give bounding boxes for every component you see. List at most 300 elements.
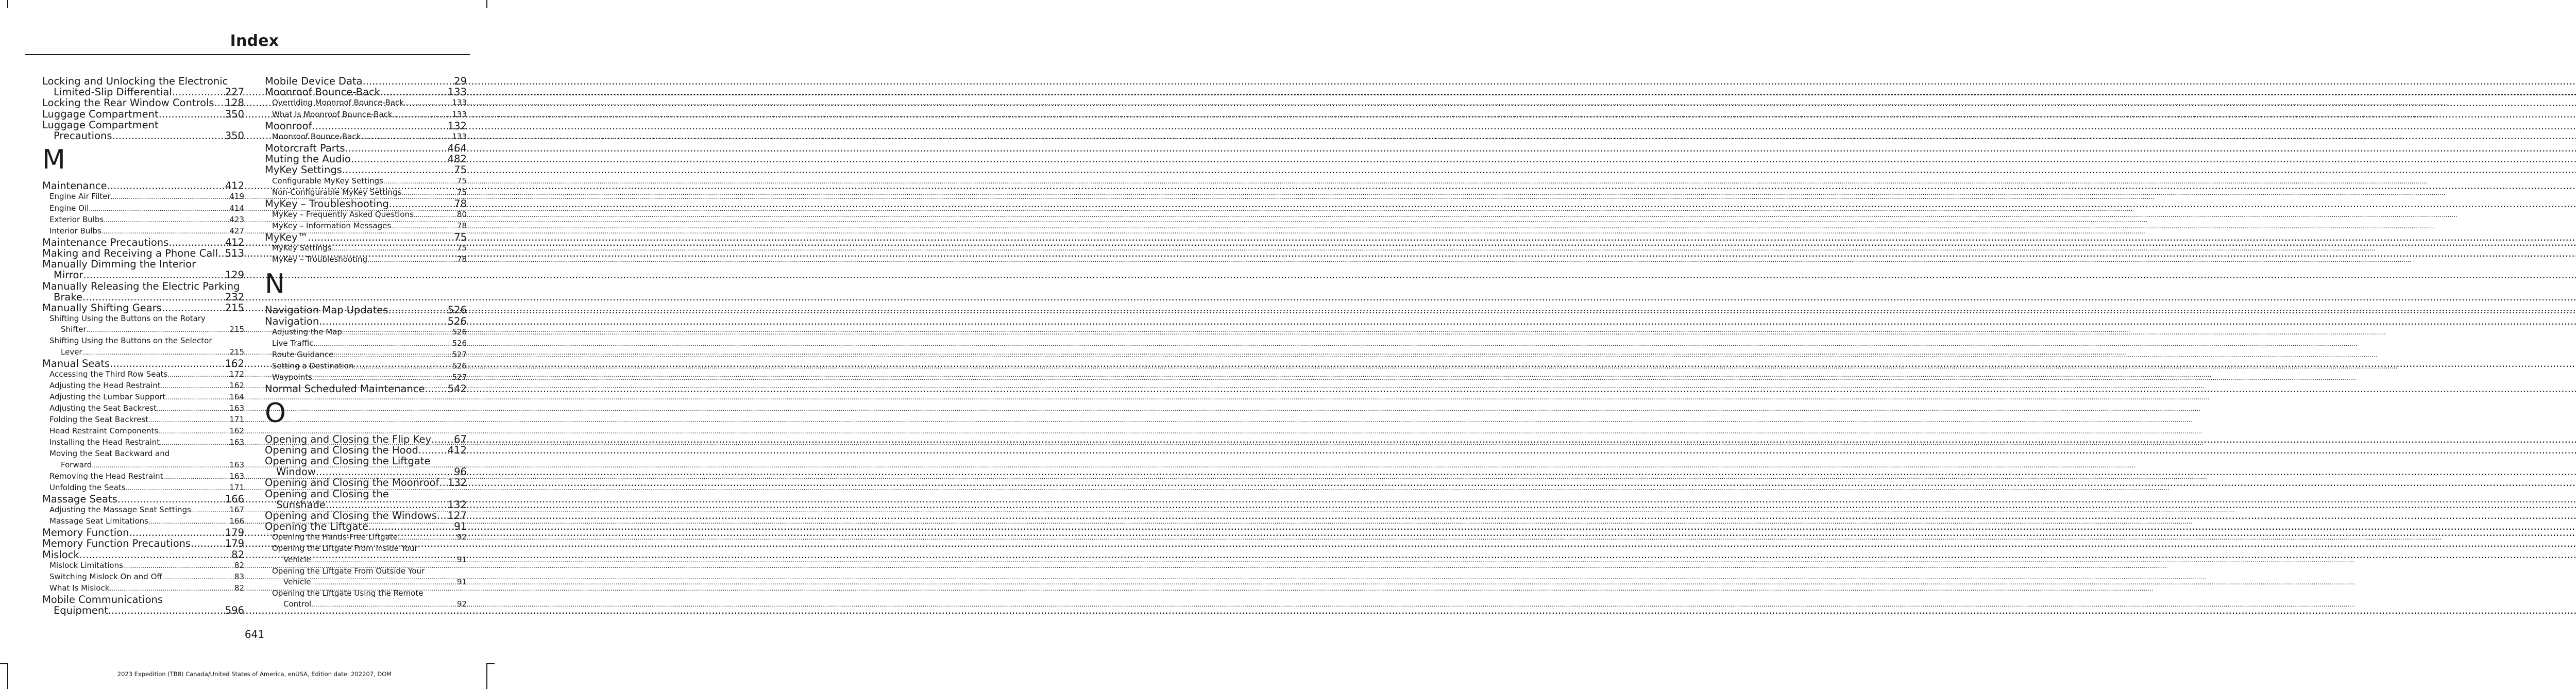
entry-label: Opening the Liftgate xyxy=(265,520,369,533)
leader-dots xyxy=(129,527,225,538)
page-reference[interactable]: 91 xyxy=(454,520,467,533)
page-reference[interactable]: 464 xyxy=(447,142,467,154)
index-subentry[interactable] xyxy=(265,588,467,610)
index-subentry[interactable] xyxy=(42,505,244,516)
index-entry[interactable] xyxy=(42,594,244,616)
index-subentry[interactable] xyxy=(265,532,467,543)
entry-label: Head Restraint Components xyxy=(49,426,159,436)
page-reference[interactable]: 82 xyxy=(234,583,244,593)
leader-dots xyxy=(167,369,229,380)
page-reference[interactable]: 132 xyxy=(447,477,467,489)
leader-dots xyxy=(104,214,229,226)
index-entry[interactable] xyxy=(42,538,244,549)
index-subentry[interactable] xyxy=(42,203,244,214)
index-subentry[interactable] xyxy=(265,187,467,198)
leader-dots xyxy=(311,599,457,610)
index-entry[interactable] xyxy=(265,143,467,154)
entry-label: Setting a Destination xyxy=(272,361,354,371)
page-reference[interactable]: 162 xyxy=(229,380,244,390)
index-subentry[interactable] xyxy=(42,335,244,358)
entry-label: Shifting Using the Buttons on the Selector xyxy=(49,336,212,346)
page-reference[interactable]: 96 xyxy=(454,466,467,478)
leader-dots xyxy=(383,176,457,187)
entry-label: Mislock Limitations xyxy=(49,560,123,570)
entry-label: Maintenance Precautions xyxy=(42,236,169,248)
leader-dots xyxy=(101,226,230,237)
page-reference[interactable]: 82 xyxy=(231,548,244,561)
leader-dots xyxy=(168,237,225,248)
page-reference[interactable]: 179 xyxy=(225,527,244,539)
index-subentry[interactable] xyxy=(265,243,467,254)
index-subentry[interactable] xyxy=(265,131,467,143)
index-column-left xyxy=(42,76,244,616)
index-entry[interactable] xyxy=(42,281,244,303)
index-entry[interactable] xyxy=(42,180,244,191)
entry-label: Moonroof Bounce-Back xyxy=(265,86,380,98)
entry-label: Opening the Liftgate Using the Remote xyxy=(272,588,423,598)
leader-dots xyxy=(148,516,229,527)
index-entry[interactable] xyxy=(265,316,467,327)
entry-label: Brake xyxy=(54,291,82,303)
leader-dots xyxy=(425,383,448,394)
leader-dots xyxy=(157,403,229,414)
leader-dots xyxy=(404,97,452,109)
index-subentry[interactable] xyxy=(42,426,244,437)
index-subentry[interactable] xyxy=(265,349,467,361)
crop-mark-bottom-right-h xyxy=(486,663,495,664)
page-reference[interactable]: 350 xyxy=(225,108,244,120)
entry-label: Interior Bulbs xyxy=(49,226,101,236)
entry-label: Limited-Slip Differential xyxy=(54,86,172,98)
entry-label: Adjusting the Seat Backrest xyxy=(49,404,157,413)
leader-dots xyxy=(158,426,229,437)
page-reference[interactable]: 75 xyxy=(456,176,467,186)
leader-dots xyxy=(363,76,454,87)
leader-dots xyxy=(354,361,452,372)
page-reference[interactable]: 526 xyxy=(447,304,467,316)
index-entry[interactable] xyxy=(42,237,244,248)
index-subentry[interactable] xyxy=(265,254,467,265)
index-subentry[interactable] xyxy=(265,209,467,221)
entry-label: Adjusting the Head Restraint xyxy=(49,380,161,390)
entry-label: Folding the Seat Backrest xyxy=(49,415,149,425)
index-subentry[interactable] xyxy=(42,414,244,426)
page-reference[interactable]: 526 xyxy=(452,338,467,348)
entry-label: Manually Shifting Gears xyxy=(42,302,162,314)
section-letter: M xyxy=(42,144,65,176)
entry-label: Mislock xyxy=(42,548,79,561)
index-subentry[interactable] xyxy=(42,380,244,392)
entry-label: Massage Seats xyxy=(42,493,117,505)
crop-mark-bottom-left-h xyxy=(0,663,8,664)
page-reference[interactable]: 412 xyxy=(447,444,467,456)
leader-dots xyxy=(313,338,452,349)
page-reference[interactable]: 227 xyxy=(225,86,244,98)
index-entry[interactable] xyxy=(265,489,467,510)
page-reference[interactable]: 91 xyxy=(456,554,467,564)
entry-label: Switching Mislock On and Off xyxy=(49,572,162,581)
crop-mark-top-right xyxy=(486,0,487,8)
index-subentry[interactable] xyxy=(42,392,244,403)
index-entry[interactable] xyxy=(42,248,244,259)
entry-label: Manual Seats xyxy=(42,357,110,369)
index-entry[interactable] xyxy=(265,232,467,243)
entry-label: Luggage Compartment xyxy=(42,108,159,120)
section-letter: O xyxy=(265,397,286,429)
leader-dots xyxy=(312,121,447,131)
entry-label: Opening and Closing the Liftgate xyxy=(265,455,431,467)
page-reference[interactable]: 78 xyxy=(456,255,467,264)
index-entry[interactable] xyxy=(42,494,244,505)
page-reference[interactable]: 132 xyxy=(447,120,467,132)
index-subentry[interactable] xyxy=(42,583,244,594)
index-subentry[interactable] xyxy=(42,437,244,448)
leader-dots xyxy=(380,87,448,97)
entry-label: Non-Configurable MyKey Settings xyxy=(272,187,402,197)
index-subentry[interactable] xyxy=(42,560,244,572)
leader-dots xyxy=(117,494,225,505)
entry-label: Maintenance xyxy=(42,180,107,192)
title-divider xyxy=(25,54,470,55)
index-subentry[interactable] xyxy=(42,572,244,583)
entry-label: Moonroof xyxy=(265,120,312,132)
entry-label: Adjusting the Map xyxy=(272,327,342,337)
entry-label: Normal Scheduled Maintenance xyxy=(265,383,425,395)
page-reference[interactable]: 75 xyxy=(456,187,467,197)
leader-dots xyxy=(165,392,229,403)
index-entry[interactable] xyxy=(265,76,467,87)
page-reference[interactable]: 164 xyxy=(229,392,244,401)
page-reference[interactable]: 526 xyxy=(452,361,467,371)
entry-label: MyKey – Troubleshooting xyxy=(272,255,368,264)
entry-label: What Is Moonroof Bounce-Back xyxy=(272,109,393,119)
index-subentry[interactable] xyxy=(42,403,244,414)
leader-dots xyxy=(82,347,230,358)
page-reference[interactable]: 163 xyxy=(229,471,244,481)
leader-dots xyxy=(418,445,448,456)
leader-dots xyxy=(391,221,457,232)
page-reference[interactable]: 83 xyxy=(234,572,244,581)
entry-label: Mobile Device Data xyxy=(265,75,363,87)
page-reference[interactable]: 412 xyxy=(225,236,244,248)
page-reference[interactable]: 427 xyxy=(229,226,244,236)
entry-label: Vehicle xyxy=(283,554,311,564)
leader-dots xyxy=(92,460,229,471)
index-subentry[interactable] xyxy=(265,338,467,349)
page-reference[interactable]: 82 xyxy=(234,560,244,570)
leader-dots xyxy=(214,97,225,108)
page-title: Index xyxy=(230,32,279,50)
footer-edition-info: 2023 Expedition (TB8) Canada/United States of America, enUSA, Edition date: 202207, DOM xyxy=(117,670,392,678)
leader-dots xyxy=(82,292,225,303)
leader-dots xyxy=(87,324,230,335)
leader-dots xyxy=(342,327,452,338)
entry-label: Manually Dimming the Interior xyxy=(42,258,196,271)
page-reference[interactable]: 91 xyxy=(456,577,467,586)
page-reference[interactable]: 412 xyxy=(225,180,244,192)
entry-label: Adjusting the Lumbar Support xyxy=(49,392,166,401)
page-reference[interactable]: 215 xyxy=(229,347,244,357)
entry-label: Opening and Closing the Moonroof xyxy=(265,477,439,489)
page-reference[interactable]: 526 xyxy=(447,315,467,327)
entry-label: Locking the Rear Window Controls xyxy=(42,97,214,109)
index-entry[interactable] xyxy=(265,434,467,445)
page-reference[interactable]: 92 xyxy=(456,532,467,542)
page-reference[interactable]: 92 xyxy=(456,599,467,609)
leader-dots xyxy=(401,187,457,198)
page-reference[interactable]: 75 xyxy=(456,243,467,253)
page-reference[interactable]: 232 xyxy=(225,291,244,303)
index-subentry[interactable] xyxy=(42,226,244,237)
entry-label: Locking and Unlocking the Electronic xyxy=(42,75,228,87)
leader-dots xyxy=(162,572,234,583)
index-entry[interactable] xyxy=(265,121,467,131)
entry-label: Opening and Closing the xyxy=(265,488,389,500)
leader-dots xyxy=(163,471,230,482)
leader-dots xyxy=(311,577,457,588)
page-reference[interactable]: 132 xyxy=(447,498,467,511)
leader-dots xyxy=(148,414,229,426)
leader-dots xyxy=(112,130,225,141)
entry-label: Manually Releasing the Electric Parking xyxy=(42,280,240,292)
entry-label: Engine Air Filter xyxy=(49,192,111,201)
index-subentry[interactable] xyxy=(42,471,244,482)
page-reference[interactable]: 166 xyxy=(225,493,244,505)
entry-label: Moving the Seat Backward and xyxy=(49,449,170,459)
entry-label: Motorcraft Parts xyxy=(265,142,345,154)
page-reference[interactable]: 129 xyxy=(225,269,244,281)
leader-dots xyxy=(123,560,234,572)
entry-label: Installing the Head Restraint xyxy=(49,438,160,447)
entry-label: Opening and Closing the Windows xyxy=(265,509,437,522)
entry-label: Exterior Bulbs xyxy=(49,214,104,224)
entry-label: What Is Mislock xyxy=(49,583,110,593)
leader-dots xyxy=(108,605,225,616)
entry-label: MyKey Settings xyxy=(265,164,342,176)
index-subentry[interactable] xyxy=(265,221,467,232)
page-reference[interactable]: 163 xyxy=(229,460,244,469)
leader-dots xyxy=(312,372,452,383)
leader-dots xyxy=(439,477,447,488)
leader-dots xyxy=(79,549,231,560)
entry-label: Moonroof Bounce-Back xyxy=(272,131,361,141)
leader-dots xyxy=(361,131,452,143)
index-subentry[interactable] xyxy=(42,516,244,527)
page-reference[interactable]: 482 xyxy=(447,153,467,165)
entry-label: Memory Function Precautions xyxy=(42,537,191,550)
entry-label: MyKey™ xyxy=(265,231,308,244)
entry-label: Vehicle xyxy=(283,577,311,586)
entry-label: Opening and Closing the Hood xyxy=(265,444,418,456)
page-reference[interactable]: 67 xyxy=(454,433,467,445)
page-reference[interactable]: 163 xyxy=(229,438,244,447)
index-entry[interactable] xyxy=(265,198,467,209)
page-reference[interactable]: 128 xyxy=(225,97,244,109)
index-subentry[interactable] xyxy=(265,109,467,121)
index-entry[interactable] xyxy=(265,164,467,175)
entry-label: Making and Receiving a Phone Call xyxy=(42,247,218,259)
page-reference[interactable]: 215 xyxy=(229,325,244,334)
leader-dots xyxy=(326,499,448,510)
leader-dots xyxy=(316,466,454,477)
page-reference[interactable]: 419 xyxy=(229,192,244,201)
index-entry[interactable] xyxy=(265,456,467,477)
index-entry[interactable] xyxy=(42,120,244,141)
index-subentry[interactable] xyxy=(265,543,467,565)
index-entry[interactable] xyxy=(265,383,467,394)
entry-label: Overriding Moonroof Bounce-Back xyxy=(272,98,404,108)
entry-label: Opening the Liftgate From Inside Your xyxy=(272,544,418,553)
leader-dots xyxy=(107,180,225,191)
index-entry[interactable] xyxy=(265,477,467,488)
leader-dots xyxy=(388,305,448,315)
entry-label: Removing the Head Restraint xyxy=(49,471,163,481)
page-reference[interactable]: 75 xyxy=(454,164,467,176)
leader-dots xyxy=(414,209,457,221)
index-column-right xyxy=(265,76,467,610)
index-entry[interactable] xyxy=(265,510,467,521)
leader-dots xyxy=(159,109,225,120)
index-entry[interactable] xyxy=(42,549,244,560)
index-subentry[interactable] xyxy=(42,214,244,226)
index-entry[interactable] xyxy=(42,358,244,369)
entry-label: Accessing the Third Row Seats xyxy=(49,369,168,379)
leader-dots xyxy=(172,87,225,97)
entry-label: Configurable MyKey Settings xyxy=(272,176,383,186)
entry-label: Control xyxy=(283,599,312,609)
leader-dots xyxy=(367,254,457,265)
index-entry[interactable] xyxy=(265,87,467,97)
entry-label: Window xyxy=(276,466,316,478)
index-entry[interactable] xyxy=(42,527,244,538)
page-reference[interactable]: 171 xyxy=(229,415,244,425)
page-reference[interactable]: 133 xyxy=(452,131,467,141)
page-reference[interactable]: 423 xyxy=(229,214,244,224)
entry-label: Muting the Audio xyxy=(265,153,351,165)
entry-label: MyKey – Information Messages xyxy=(272,221,392,230)
entry-label: Lever xyxy=(61,347,82,357)
entry-label: MyKey Settings xyxy=(272,243,332,253)
page-reference[interactable]: 596 xyxy=(225,604,244,617)
entry-label: Engine Oil xyxy=(49,203,89,213)
page-reference[interactable]: 78 xyxy=(454,197,467,210)
page-reference[interactable]: 527 xyxy=(452,373,467,382)
entry-label: Opening the Liftgate From Outside Your xyxy=(272,566,425,576)
index-subentry[interactable] xyxy=(265,361,467,372)
leader-dots xyxy=(368,521,454,532)
entry-label: Route Guidance xyxy=(272,350,334,360)
page-reference[interactable]: 162 xyxy=(229,426,244,436)
entry-label: Mirror xyxy=(54,269,83,281)
index-entry[interactable] xyxy=(265,445,467,456)
entry-label: MyKey – Frequently Asked Questions xyxy=(272,209,414,219)
entry-label: Shifter xyxy=(61,325,87,334)
index-entry[interactable] xyxy=(42,97,244,108)
index-subentry[interactable] xyxy=(265,372,467,383)
index-subentry[interactable] xyxy=(42,313,244,335)
page-reference[interactable]: 133 xyxy=(452,109,467,119)
page-reference[interactable]: 167 xyxy=(229,505,244,515)
leader-dots xyxy=(437,510,448,521)
leader-dots xyxy=(83,270,225,280)
entry-label: Precautions xyxy=(54,130,112,142)
entry-label: Unfolding the Seats xyxy=(49,482,126,492)
page-reference[interactable]: 215 xyxy=(225,302,244,314)
entry-label: Navigation Map Updates xyxy=(265,304,388,316)
index-entry[interactable] xyxy=(42,259,244,280)
page-reference[interactable]: 133 xyxy=(452,98,467,108)
page-reference[interactable]: 133 xyxy=(447,86,467,98)
index-entry[interactable] xyxy=(42,76,244,97)
index-entry[interactable] xyxy=(42,303,244,313)
page-reference[interactable]: 29 xyxy=(454,75,467,87)
leader-dots xyxy=(311,554,457,566)
page-reference[interactable]: 127 xyxy=(447,509,467,522)
entry-label: Equipment xyxy=(54,604,108,617)
entry-label: Live Traffic xyxy=(272,338,314,348)
leader-dots xyxy=(389,198,454,209)
page-reference[interactable]: 527 xyxy=(452,350,467,360)
entry-label: Sunshade xyxy=(276,498,326,511)
index-subentry[interactable] xyxy=(42,191,244,203)
page-reference[interactable]: 542 xyxy=(447,383,467,395)
index-entry[interactable] xyxy=(42,109,244,120)
entry-label: MyKey – Troubleshooting xyxy=(265,197,389,210)
crop-mark-top-left xyxy=(7,0,8,8)
leader-dots xyxy=(161,380,230,392)
index-subentry[interactable] xyxy=(42,482,244,494)
page-reference[interactable]: 162 xyxy=(225,357,244,369)
index-subentry[interactable] xyxy=(42,369,244,380)
leader-dots xyxy=(431,434,454,445)
index-subentry[interactable] xyxy=(265,566,467,588)
index-entry[interactable] xyxy=(265,521,467,532)
leader-dots xyxy=(110,358,225,369)
entry-label: Shifting Using the Buttons on the Rotary xyxy=(49,314,206,324)
page-reference[interactable]: 80 xyxy=(456,209,467,219)
page-reference[interactable]: 172 xyxy=(229,369,244,379)
entry-label: Adjusting the Massage Seat Settings xyxy=(49,505,191,515)
page-reference[interactable]: 179 xyxy=(225,537,244,550)
entry-label: Opening the Hands-Free Liftgate xyxy=(272,532,398,542)
page-number: 641 xyxy=(244,628,265,641)
leader-dots xyxy=(191,505,230,516)
entry-label: Opening and Closing the Flip Key xyxy=(265,433,431,445)
page-reference[interactable]: 78 xyxy=(456,221,467,230)
leader-dots xyxy=(218,248,225,259)
index-subentry[interactable] xyxy=(265,176,467,187)
page-reference[interactable]: 171 xyxy=(229,482,244,492)
page-reference[interactable]: 163 xyxy=(229,404,244,413)
leader-dots xyxy=(333,349,452,361)
page-reference[interactable]: 166 xyxy=(229,516,244,526)
page-reference[interactable]: 526 xyxy=(452,327,467,337)
page-reference[interactable]: 513 xyxy=(225,247,244,259)
index-entry[interactable] xyxy=(265,305,467,315)
leader-dots xyxy=(392,109,452,121)
leader-dots xyxy=(109,583,234,594)
index-entry[interactable] xyxy=(265,154,467,164)
index-subentry[interactable] xyxy=(265,327,467,338)
entry-label: Memory Function xyxy=(42,527,129,539)
leader-dots xyxy=(319,316,448,327)
leader-dots xyxy=(331,243,457,254)
page-reference[interactable]: 350 xyxy=(225,130,244,142)
index-subentry[interactable] xyxy=(265,97,467,109)
page-reference[interactable]: 75 xyxy=(454,231,467,244)
index-subentry[interactable] xyxy=(42,448,244,470)
page-reference[interactable]: 414 xyxy=(229,203,244,213)
